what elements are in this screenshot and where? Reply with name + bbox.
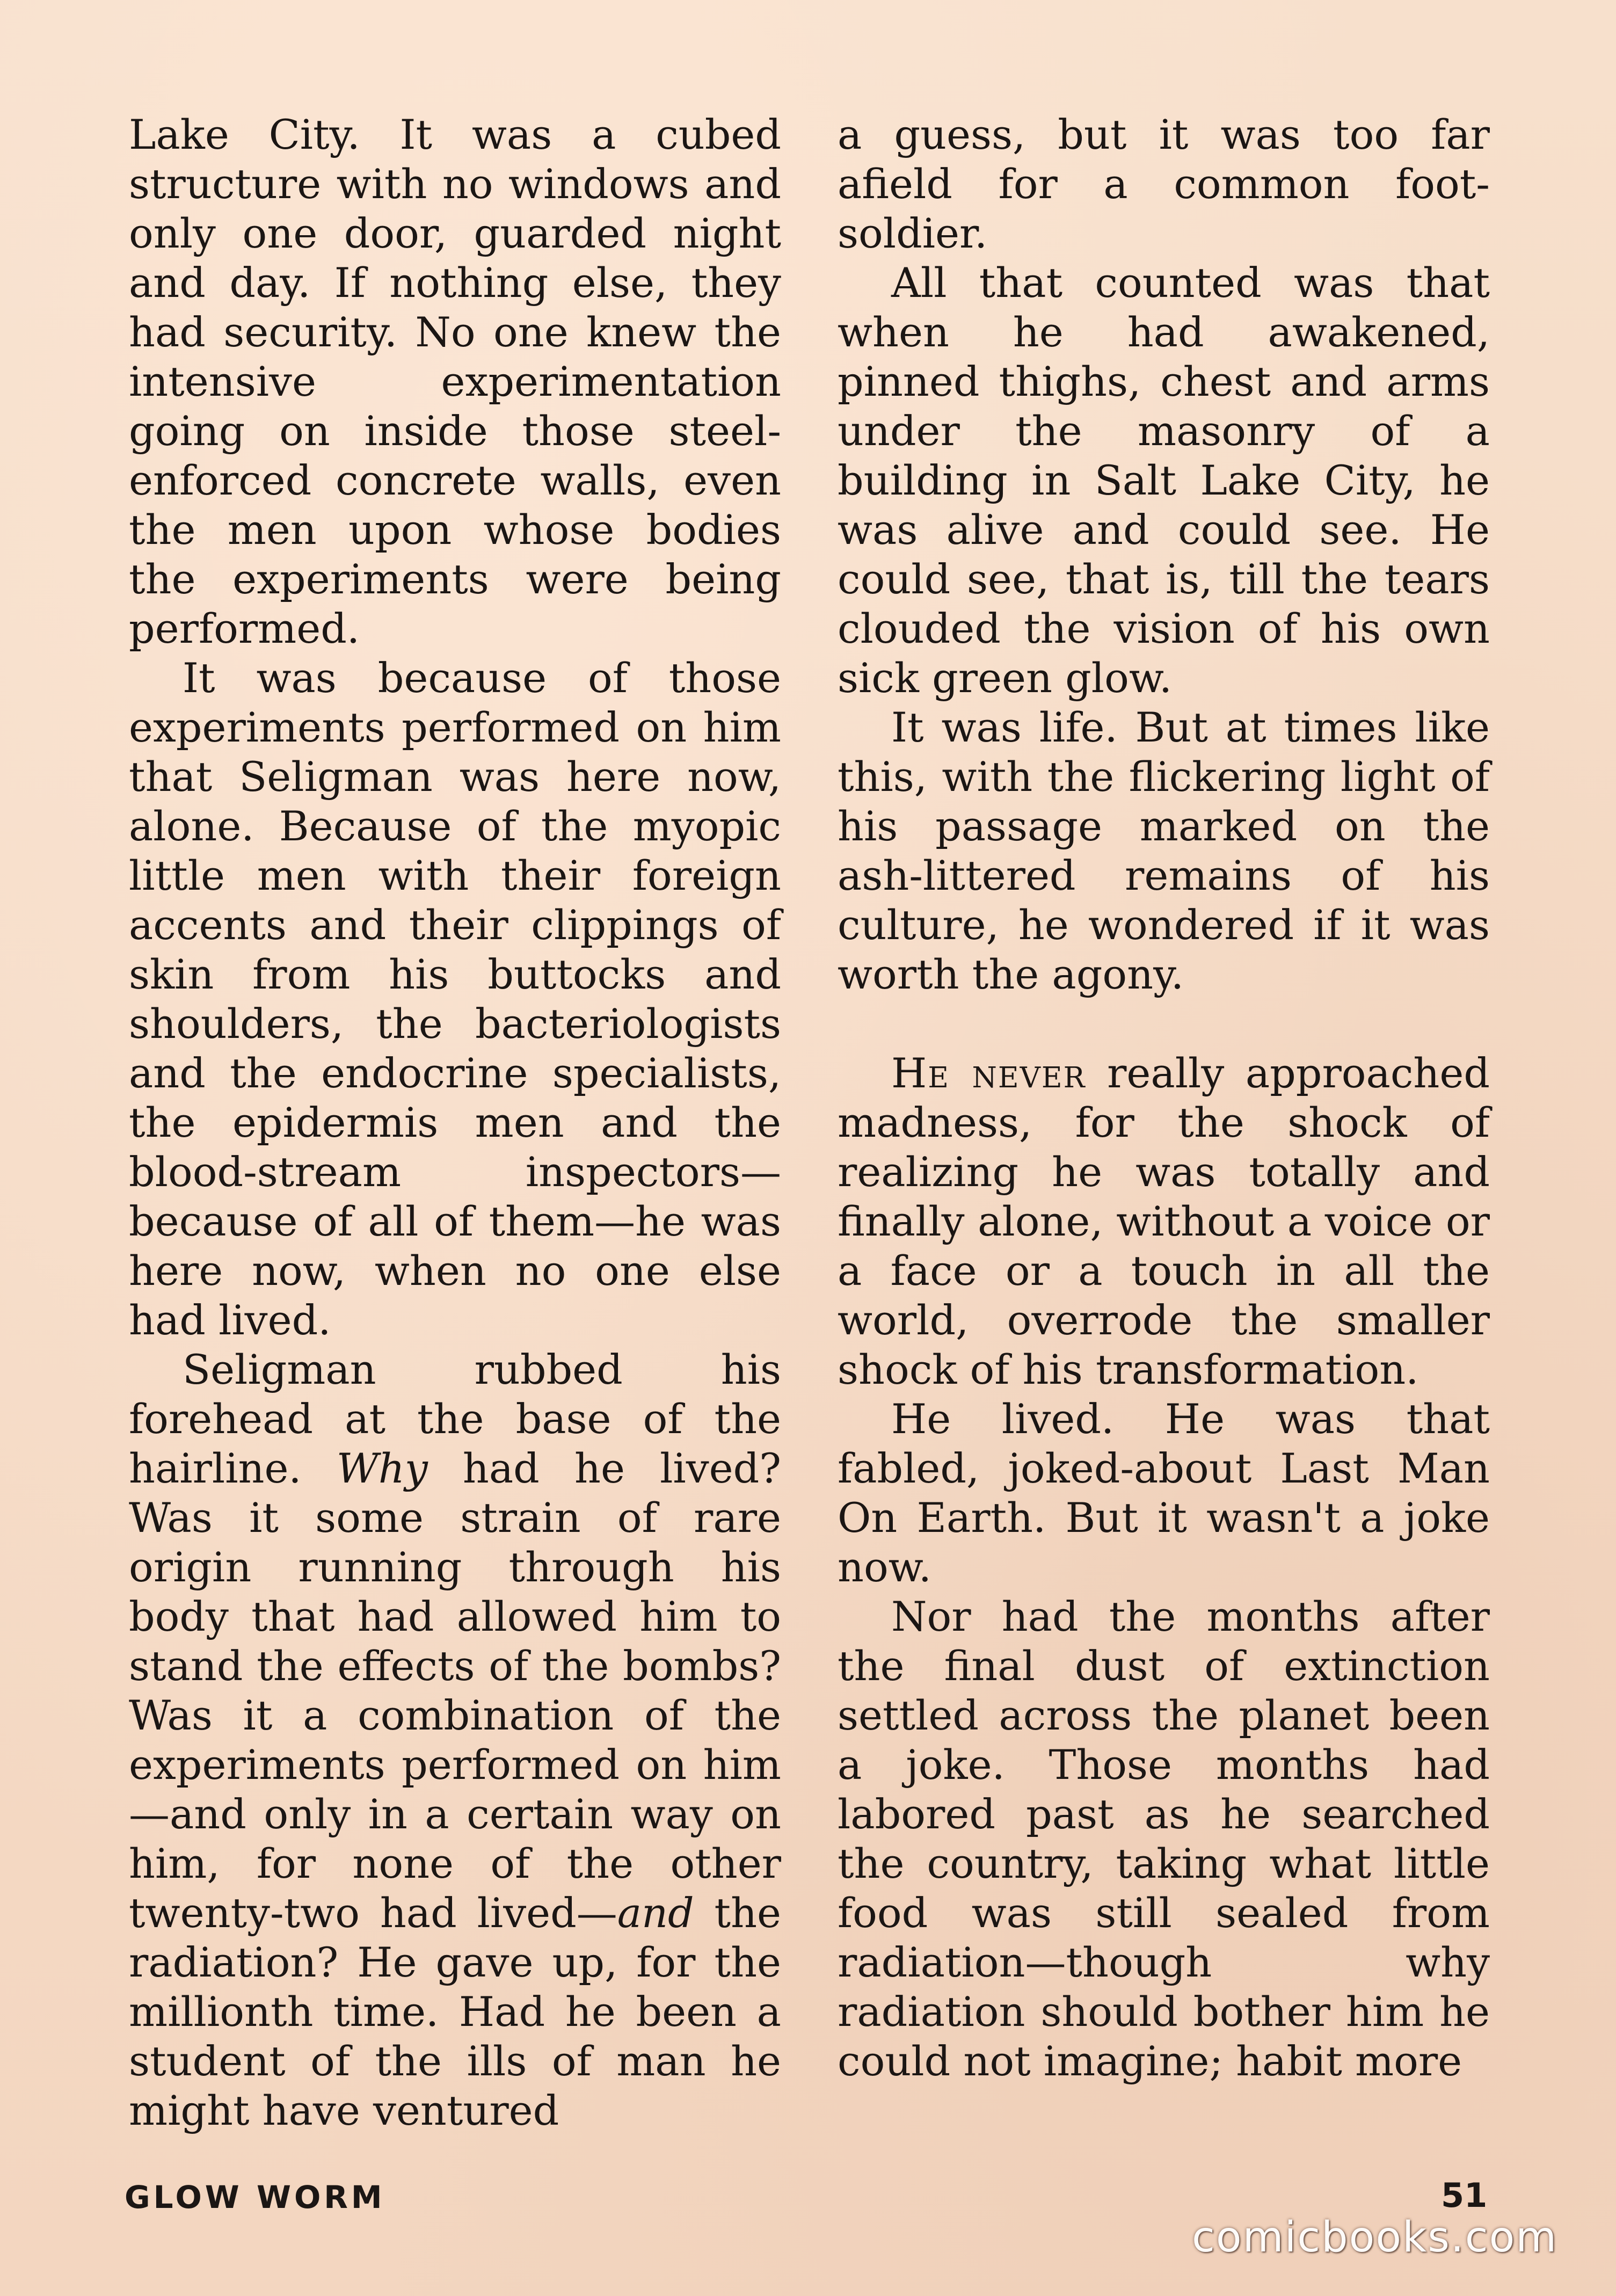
paragraph: He lived. He was that fabled, joked-about Last Man On Earth. But it wasn't a joke now. (838, 1395, 1490, 1591)
paragraph-text: Seligman rubbed his forehead at the base of the hairline. (129, 1346, 781, 1492)
paragraph-text: really approached madness, for the shock of realizing he was totally and finally alone, without a voice or a face or a touch in all the world, overrode the smaller shock of his transformation. (838, 1049, 1490, 1393)
section-lead-in: He never (891, 1049, 1086, 1097)
italic-word: and (617, 1889, 694, 1937)
paragraph: Lake City. It was a cubed structure with no windows and only one door, guarded night and day. If nothing else, they had security. No one knew the intensive experimentation going on inside those steel-enforced concrete walls, even the men upon whose bodies the experiments were being performed. (129, 111, 781, 652)
watermark: comicbooks.com (1192, 2213, 1558, 2262)
left-column (129, 110, 781, 2135)
right-column (838, 110, 1490, 2086)
paragraph: a guess, but it was too far afield for a common foot-soldier. (838, 111, 1490, 257)
page-number: 51 (1441, 2176, 1488, 2215)
paragraph (838, 1049, 1490, 1394)
running-footer-title: GLOW WORM (125, 2179, 385, 2215)
paragraph: It was life. But at times like this, with the flickering light of his passage marked on the ash-littered remains of his culture, he wondered if it was worth the agony. (838, 703, 1490, 998)
paragraph: Nor had the months after the final dust of extinction settled across the planet been a joke. Those months had labored past as he searched the country, taking what little food was still sealed from radiation—though why radiation should bother him he could not imagine; habit more (838, 1593, 1490, 2085)
paragraph-text: the radiation? He gave up, for the millionth time. Had he been a student of the ills of man he might have ventured (129, 1889, 781, 2134)
italic-word: Why (336, 1444, 428, 1492)
paragraph-text: had he lived? Was it some strain of rare origin running through his body that had allowed him to stand the effects of the bombs? Was it a combination of the experiments performed on him—and only in a certain way on him, for none of the other twenty-two had lived— (129, 1444, 782, 1937)
paragraph (129, 1345, 781, 2135)
paragraph: All that counted was that when he had awakened, pinned thighs, chest and arms under the masonry of a building in Salt Lake City, he was alive and could see. He could see, that is, till the tears clouded the vision of his own sick green glow. (838, 259, 1490, 702)
paragraph: It was because of those experiments performed on him that Seligman was here now, alone. Because of the myopic little men with their foreign accents and their clippings of skin from his buttocks and shoulders, the bacteriologists and the endocrine specialists, the epidermis men and the blood-stream inspectors—because of all of them—he was here now, when no one else had lived. (129, 654, 781, 1344)
